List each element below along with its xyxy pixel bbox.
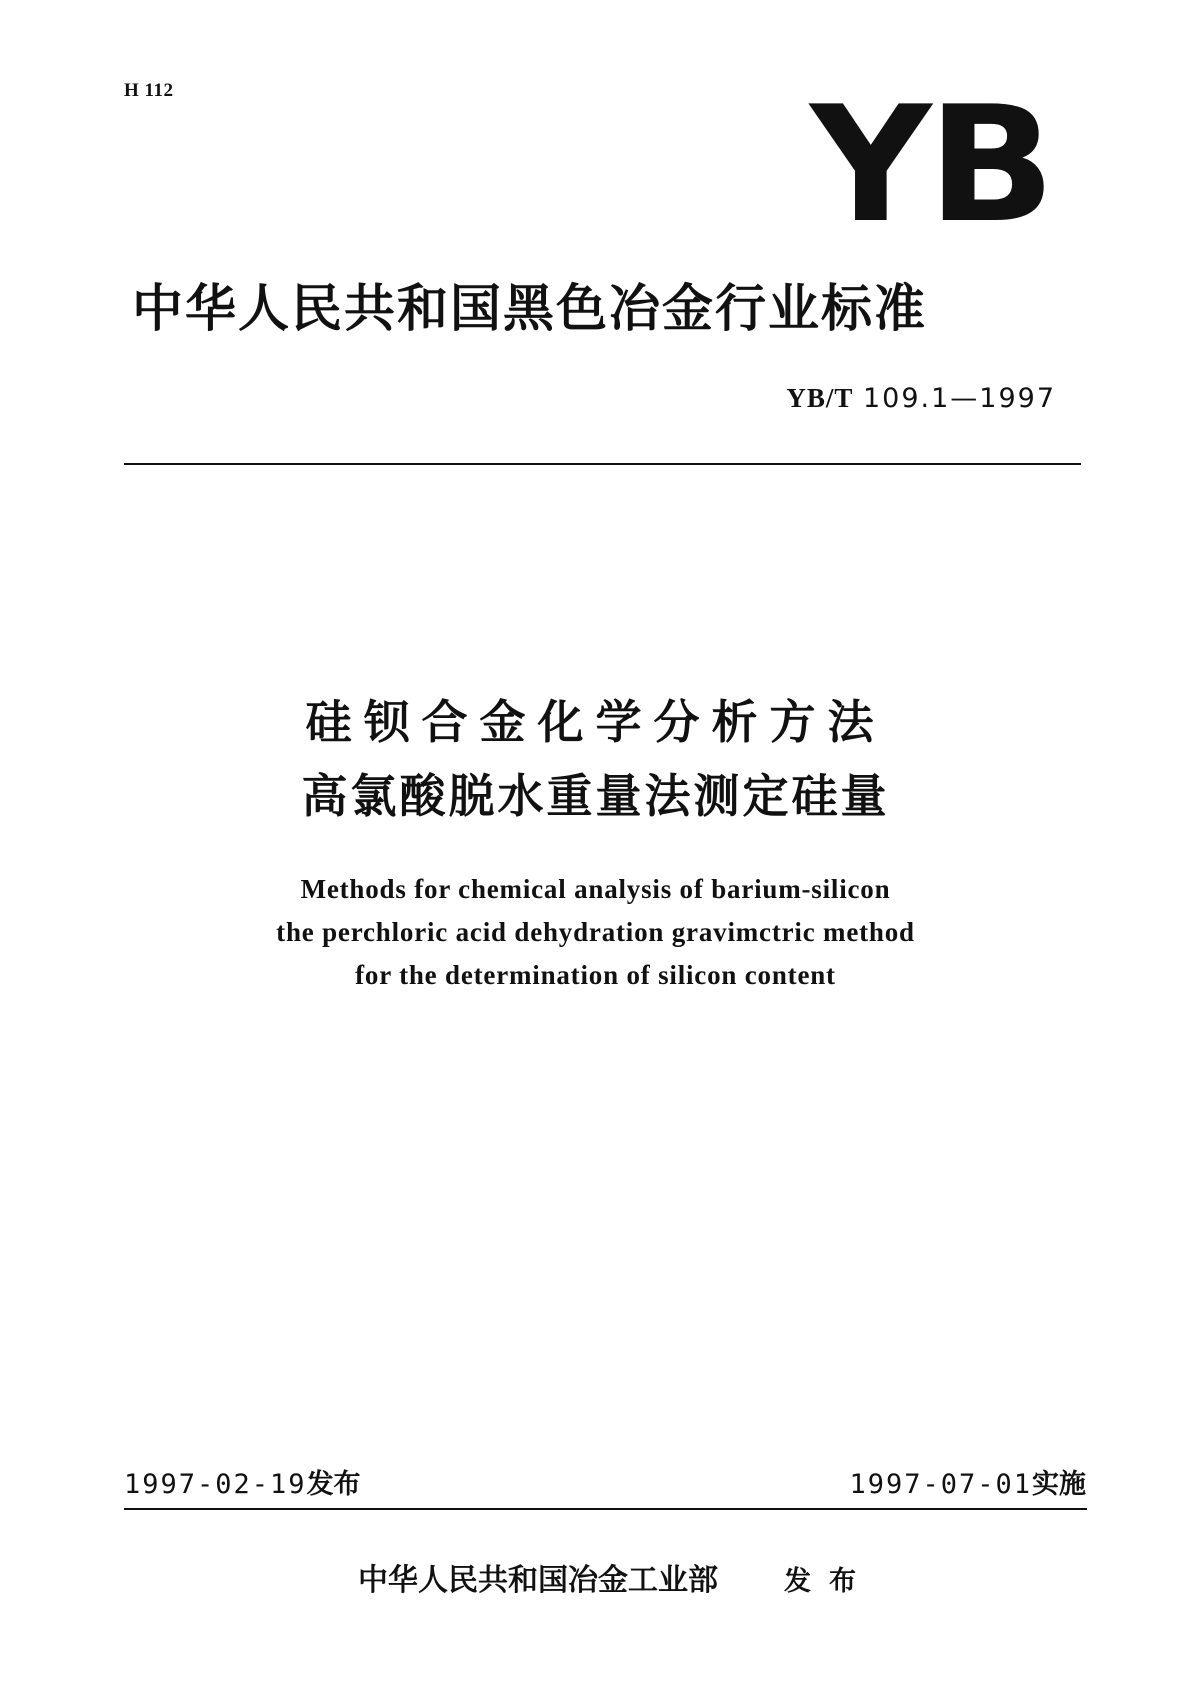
english-title-line-3: for the determination of silicon content [355,960,836,990]
implementation-date [849,1468,1086,1502]
standard-category-title: 中华人民共和国黑色冶金行业标准 [132,280,928,339]
chinese-title-line-1: 硅钡合金化学分析方法 [305,695,886,749]
issue-date [124,1468,361,1502]
issue-date-value: 1997-02-19 [124,1469,307,1500]
yb-emblem: YB [810,71,1052,258]
publish-label: 发布 [784,1566,874,1597]
standard-number-prefix: YB/T [786,383,854,413]
classification-code: H 112 [124,80,174,101]
standard-number [786,381,1056,416]
implementation-date-label: 实施 [1032,1469,1086,1500]
header-divider [124,463,1081,465]
footer-divider [124,1508,1087,1510]
publisher: 中华人民共和国冶金工业部 [358,1563,718,1598]
issue-date-label: 发布 [306,1469,361,1500]
standard-number-code: 109.1—1997 [862,383,1056,414]
english-title-line-2: the perchloric acid dehydration gravimctric method [276,917,915,947]
chinese-title-line-2: 高氯酸脱水重量法测定硅量 [301,769,890,823]
implementation-date-value: 1997-07-01 [849,1469,1032,1500]
english-title-line-1: Methods for chemical analysis of barium-silicon [300,874,891,904]
